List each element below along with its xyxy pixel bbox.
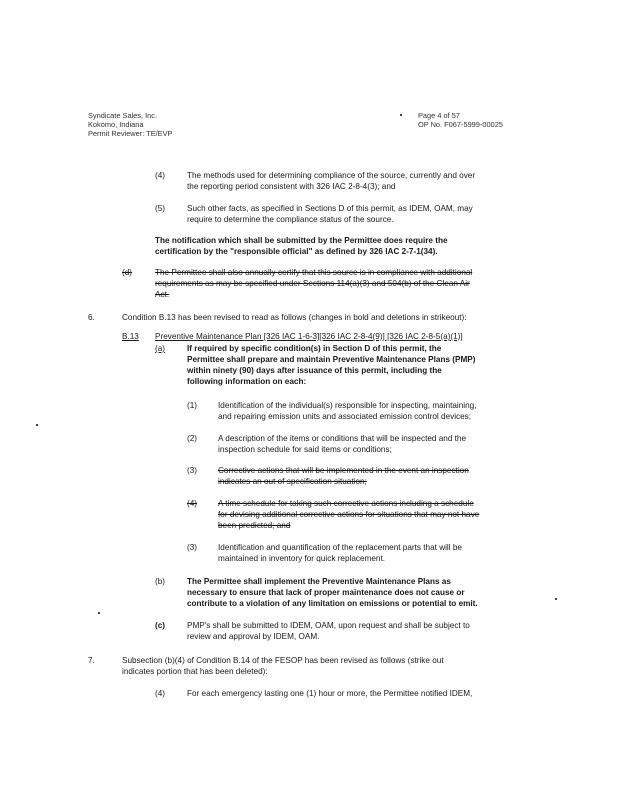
item-5-line1: Such other facts, as specified in Sections D of this permit, as IDEM, OAM, may xyxy=(187,204,473,213)
list-item-line2: for devising additional corrective actions for situations that may not have xyxy=(218,510,480,519)
list-item-line1: Identification and quantification of the replacement parts that will be xyxy=(218,543,462,552)
notification-line2: certification by the "responsible official" as defined by 326 IAC 2-7-1(34). xyxy=(155,247,438,256)
list-item-number: (3) xyxy=(187,466,198,475)
item-4-line2: the reporting period consistent with 326 IAC 2-8-4(3); and xyxy=(187,182,396,191)
list-item-line1: A time schedule for taking such corrective actions including a schedule xyxy=(218,499,474,508)
list-item-line2: indicates an out of specification situation; xyxy=(218,477,367,486)
item-d-line3: Act. xyxy=(155,290,170,299)
sub-c-number: (c) xyxy=(155,621,166,630)
header-location: Kokomo, Indiana xyxy=(88,120,144,129)
section-6-number: 6. xyxy=(88,313,95,322)
scan-speck xyxy=(400,114,402,116)
item-7-4-number: (4) xyxy=(155,689,166,698)
sub-c-line1: PMP's shall be submitted to IDEM, OAM, upon request and shall be subject to xyxy=(187,621,470,630)
sub-c-line2: review and approval by IDEM, OAM. xyxy=(187,632,320,641)
notification-line1: The notification which shall be submitted by the Permittee does require the xyxy=(155,236,448,245)
condition-b13-number: B.13 xyxy=(122,332,139,341)
condition-b13-title: Preventive Maintenance Plan [326 IAC 1-6-3][326 IAC 2-8-4(9)] [326 IAC 2-8-5(a)(1)] xyxy=(155,332,463,341)
item-5-number: (5) xyxy=(155,204,166,213)
header-page-number: Page 4 of 57 xyxy=(418,111,460,120)
list-item-line2: maintained in inventory for quick replacement. xyxy=(218,554,386,563)
scan-speck xyxy=(555,598,557,600)
list-item-line1: A description of the items or conditions that will be inspected and the xyxy=(218,434,467,443)
list-item-line1: Corrective actions that will be implemented in the event an inspection xyxy=(218,466,469,475)
item-d-number: (d) xyxy=(122,268,133,277)
sub-a-number: (a) xyxy=(155,344,166,353)
section-7-line2: indicates portion that has been deleted): xyxy=(122,667,268,676)
header-permit-number: OP No. F067-5999-00025 xyxy=(418,120,503,129)
list-item-line3 xyxy=(218,520,290,532)
list-item-line3-text: been predicted; and xyxy=(218,521,291,530)
sub-b-line1: The Permittee shall implement the Preventive Maintenance Plans as xyxy=(187,577,451,586)
list-item-number: (2) xyxy=(187,434,198,443)
section-6-text: Condition B.13 has been revised to read as follows (changes in bold and deletions in strikeout): xyxy=(122,313,467,322)
header-reviewer: Permit Reviewer: TE/EVP xyxy=(88,129,173,138)
list-item-line1: Identification of the individual(s) responsible for inspecting, maintaining, xyxy=(218,401,477,410)
sub-a-line3: within ninety (90) days after issuance of this permit, including the xyxy=(187,366,442,375)
list-item-number: (4) xyxy=(187,499,198,508)
section-7-line1: Subsection (b)(4) of Condition B.14 of the FESOP has been revised as follows (strike out xyxy=(122,656,444,665)
section-7-number: 7. xyxy=(88,656,95,665)
scan-speck xyxy=(36,424,38,426)
header-company: Syndicate Sales, Inc. xyxy=(88,111,158,120)
list-item-line2: and repairing emission units and associated emission control devices; xyxy=(218,412,472,421)
item-7-4-line1: For each emergency lasting one (1) hour or more, the Permittee notified IDEM, xyxy=(187,689,473,698)
item-d-line2: requirements as may be specified under Sections 114(a)(3) and 504(b) of the Clean Air xyxy=(155,279,470,288)
sub-b-number: (b) xyxy=(155,577,166,586)
scan-speck xyxy=(98,612,100,614)
sub-a-line4: following information on each: xyxy=(187,377,307,386)
sub-b-line3: contribute to a violation of any limitation on emissions or potential to emit. xyxy=(187,599,478,608)
sub-a-line1: If required by specific condition(s) in Section D of this permit, the xyxy=(187,344,442,353)
list-item-number: (1) xyxy=(187,401,198,410)
list-item-line2: inspection schedule for said items or conditions; xyxy=(218,445,392,454)
item-5-line2: require to determine the compliance status of the source. xyxy=(187,215,394,224)
list-item-number: (3) xyxy=(187,543,198,552)
sub-b-line2: necessary to ensure that lack of proper maintenance does not cause or xyxy=(187,588,465,597)
item-d-line1: The Permittee shall also annually certify that this source is in compliance with additional xyxy=(155,268,473,277)
sub-a-line2: Permittee shall prepare and maintain Preventive Maintenance Plans (PMP) xyxy=(187,355,476,364)
item-4-number: (4) xyxy=(155,171,166,180)
item-4-line1: The methods used for determining compliance of the source, currently and over xyxy=(187,171,476,180)
